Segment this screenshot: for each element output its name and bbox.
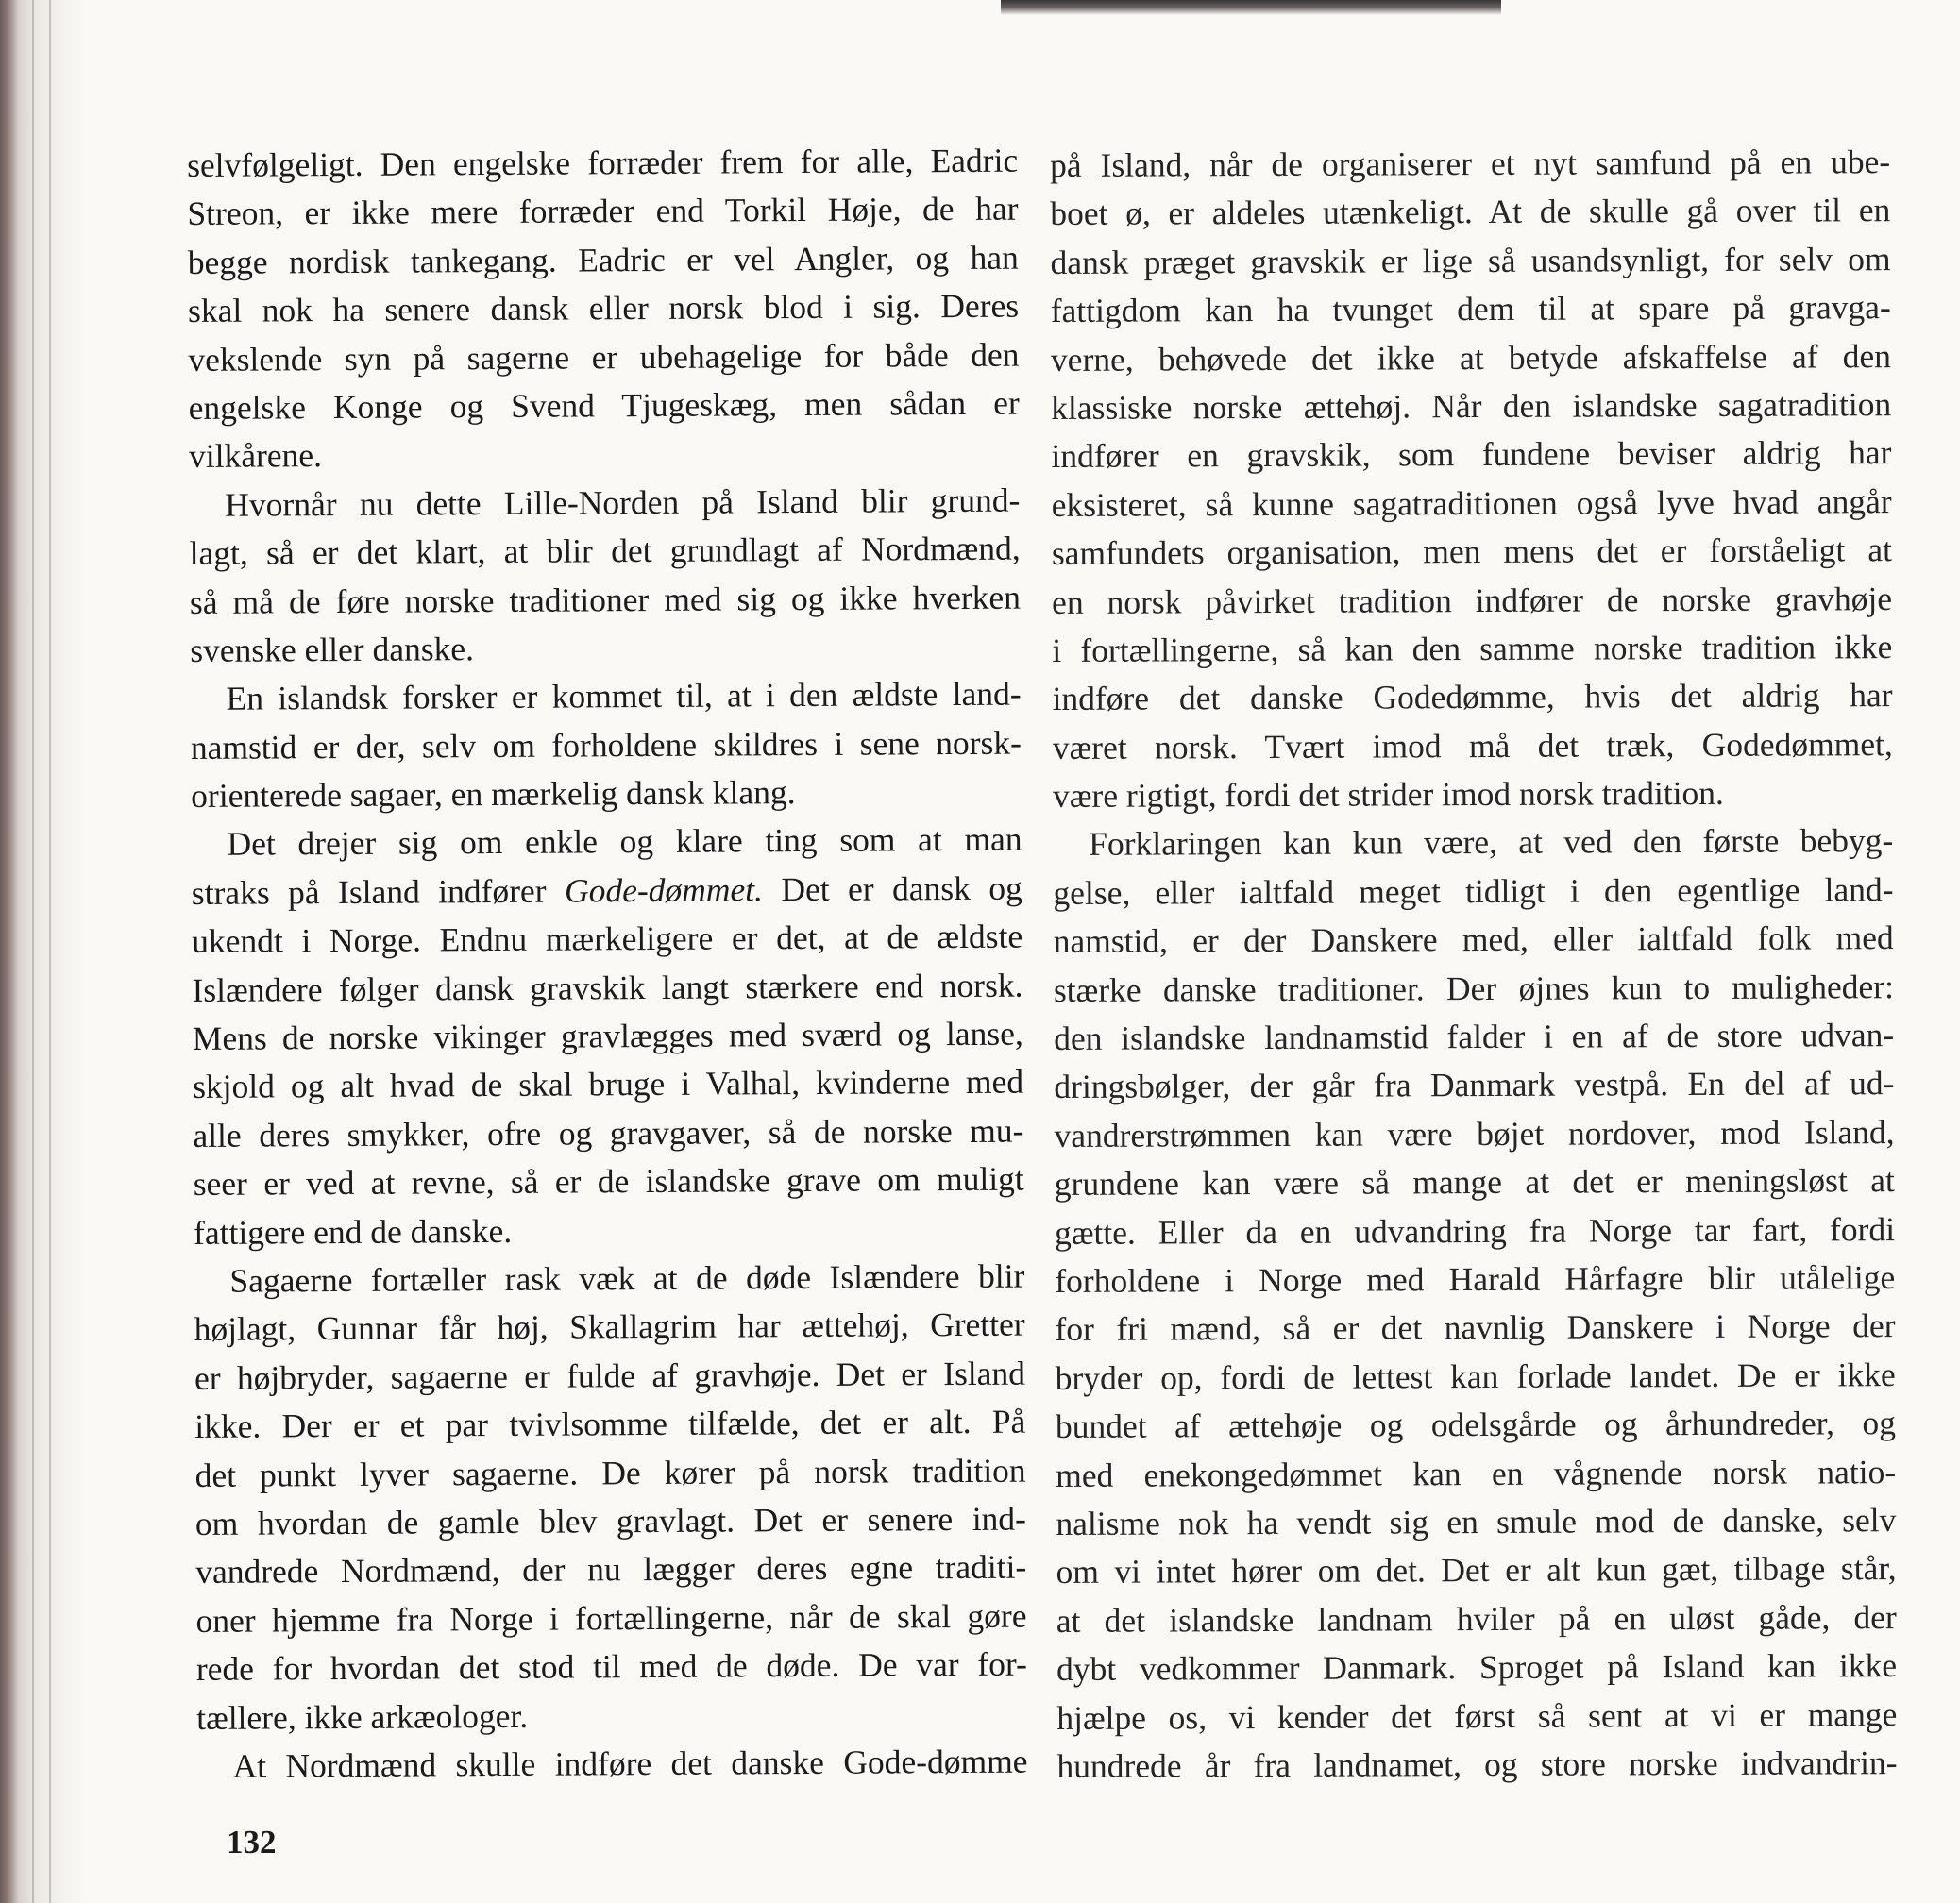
text-line: ukendt i Norge. Endnu mærkeligere er det, at de ældste xyxy=(192,917,1023,961)
text-line: højlagt, Gunnar får høj, Skallagrim har ættehøj, Gretter xyxy=(194,1305,1025,1349)
gutter-shadow-line xyxy=(32,0,34,1903)
text-line: være rigtigt, fordi det strider imod norsk tradition. xyxy=(1052,773,1724,816)
gutter-shadow-line xyxy=(49,0,51,1903)
text-line: det punkt lyver sagaerne. De kører på norsk tradition xyxy=(194,1451,1026,1494)
text-line: tællere, ikke arkæologer. xyxy=(196,1696,529,1737)
text-line: alle deres smykker, ofre og gravgaver, så de norske mu- xyxy=(193,1111,1024,1154)
text-line: indføre det danske Godedømme, hvis det aldrig har xyxy=(1052,676,1893,718)
text-line: Sagaerne fortæller rask væk at de døde Islændere blir xyxy=(229,1256,1025,1300)
text-line: gætte. Eller da en udvandring fra Norge tar fart, fordi xyxy=(1054,1209,1896,1252)
text-line: Mens de norske vikinger gravlægges med sværd og lanse, xyxy=(192,1014,1023,1058)
text-line: at det islandske landnam hviler på en uløst gåde, der xyxy=(1056,1597,1897,1640)
text-line: gelse, eller ialtfald meget tidligt i den egentlige land- xyxy=(1053,869,1894,912)
text-line: klassiske norske ættehøj. Når den islandske sagatradition xyxy=(1051,385,1892,427)
text-line: nalisme nok ha vendt sig en smule mod de danske, selv xyxy=(1056,1501,1897,1542)
right-text-column xyxy=(1050,138,1898,1791)
facing-page-edge xyxy=(1001,0,1501,15)
page-number: 132 xyxy=(227,1824,277,1861)
text-segment: straks på Island indfører xyxy=(191,871,566,912)
text-line: samfundets organisation, men mens det er forståeligt at xyxy=(1051,530,1892,573)
text-line: forholdene i Norge med Harald Hårfagre blir utålelige xyxy=(1055,1258,1896,1300)
text-line: i fortællingerne, så kan den samme norske tradition ikke xyxy=(1052,628,1893,669)
text-line: En islandsk forsker er kommet til, at i den ældste land- xyxy=(226,674,1022,718)
text-line: stærke danske traditioner. Der øjnes kun to muligheder: xyxy=(1053,967,1894,1009)
text-line: Det drejer sig om enkle og klare ting som at man xyxy=(227,820,1022,864)
text-line: Forklaringen kan kun være, at ved den første bebyg- xyxy=(1089,821,1894,864)
text-line: Islændere følger dansk gravskik langt stærkere end norsk. xyxy=(192,966,1023,1009)
text-line: vandrede Nordmænd, der nu lægger deres egne traditi- xyxy=(195,1547,1027,1591)
text-line: den islandske landnamstid falder i en af de store udvan- xyxy=(1054,1016,1895,1058)
text-line: for fri mænd, så er det navnlig Danskere i Norge der xyxy=(1055,1306,1896,1349)
text-line: lagt, så er det klart, at blir det grundlagt af Nordmænd, xyxy=(189,529,1021,573)
text-line: dansk præget gravskik er lige så usandsynligt, for selv om xyxy=(1050,239,1891,281)
text-line: med enekongedømmet kan en vågnende norsk natio- xyxy=(1056,1452,1897,1494)
text-line: skal nok ha senere dansk eller norsk blod i sig. Deres xyxy=(187,286,1020,330)
text-line: dybt vedkommer Danmark. Sproget på Island kan ikke xyxy=(1056,1646,1898,1689)
text-line: oner hjemme fra Norge i fortællingerne, når de skal gøre xyxy=(195,1596,1027,1640)
text-line: bundet af ættehøje og odelsgårde og århundreder, og xyxy=(1055,1404,1897,1446)
text-line: eksisteret, så kunne sagatraditionen også lyve hvad angår xyxy=(1051,481,1892,524)
text-line: en norsk påvirket tradition indfører de norske gravhøje xyxy=(1052,579,1893,621)
text-line: ikke. Der er et par tvivlsomme tilfælde, det er alt. På xyxy=(194,1402,1026,1446)
text-line: hjælpe os, vi kender det først så sent at vi er mange xyxy=(1056,1694,1898,1737)
text-line: indfører en gravskik, som fundene beviser aldrig har xyxy=(1051,433,1892,476)
text-line: seer er ved at revne, så er de islandske grave om muligt xyxy=(193,1159,1024,1204)
text-line: namstid er der, selv om forholdene skildres i sene norsk- xyxy=(190,723,1022,766)
italic-term: Gode-dømmet. xyxy=(564,870,764,910)
text-line: fattigdom kan ha tvunget dem til at spare på gravga- xyxy=(1050,288,1891,330)
text-line: er højbryder, sagaerne er fulde af gravhøje. Det er Island xyxy=(194,1354,1026,1397)
text-line: Streon, er ikke mere forræder end Torkil Høje, de har xyxy=(187,190,1019,233)
book-gutter xyxy=(0,0,85,1903)
text-line: svenske eller danske. xyxy=(190,630,475,669)
text-line: Hvornår nu dette Lille-Norden på Island blir grund- xyxy=(225,480,1021,524)
text-line: fattigere end de danske. xyxy=(193,1211,513,1252)
text-line: vilkårene. xyxy=(188,436,323,476)
text-line: selvfølgeligt. Den engelske forræder frem for alle, Eadric xyxy=(187,141,1019,184)
text-line: boet ø, er aldeles utænkeligt. At de skulle gå over til en xyxy=(1050,191,1891,233)
text-line xyxy=(192,864,1022,918)
text-line: verne, behøvede det ikke at betyde afskaffelse af den xyxy=(1050,336,1892,379)
text-line: rede for hvordan det stod til med de døde. De var for- xyxy=(195,1644,1027,1689)
text-line: på Island, når de organiserer et nyt samfund på en ube- xyxy=(1050,143,1891,184)
text-line: om vi intet hører om det. Det er alt kun gæt, tilbage står, xyxy=(1056,1549,1897,1591)
text-line: hundrede år fra landnamet, og store norske indvandrin- xyxy=(1056,1743,1898,1785)
text-line: om hvordan de gamle blev gravlagt. Det er senere ind- xyxy=(194,1499,1027,1542)
text-segment: Det er dansk og xyxy=(762,868,1022,909)
text-line: engelske Konge og Svend Tjugeskæg, men sådan er xyxy=(188,383,1020,427)
text-line: orienterede sagaer, en mærkelig dansk klang. xyxy=(191,773,796,816)
text-line: så må de føre norske traditioner med sig og ikke hverken xyxy=(189,578,1022,621)
text-line: skjold og alt hvad de skal bruge i Valhal, kvinderne med xyxy=(192,1063,1024,1106)
text-line: været norsk. Tvært imod må det træk, Godedømmet, xyxy=(1052,724,1893,766)
text-line: vekslende syn på sagerne er ubehagelige for både den xyxy=(188,335,1020,379)
text-line: begge nordisk tankegang. Eadric er vel Angler, og han xyxy=(187,238,1019,281)
text-line: dringsbølger, der går fra Danmark vestpå. En del af ud- xyxy=(1054,1064,1895,1106)
text-line: At Nordmænd skulle indføre det danske Gode-dømme xyxy=(232,1742,1028,1785)
text-line: vandrerstrømmen kan være bøjet nordover, mod Island, xyxy=(1054,1112,1895,1154)
left-text-column xyxy=(187,137,1028,1792)
text-line: bryder op, fordi de lettest kan forlade landet. De er ikke xyxy=(1055,1355,1896,1397)
text-line: grundene kan være så mange at det er meningsløst at xyxy=(1054,1161,1895,1204)
text-line: namstid, er der Danskere med, eller ialtfald folk med xyxy=(1053,918,1894,961)
